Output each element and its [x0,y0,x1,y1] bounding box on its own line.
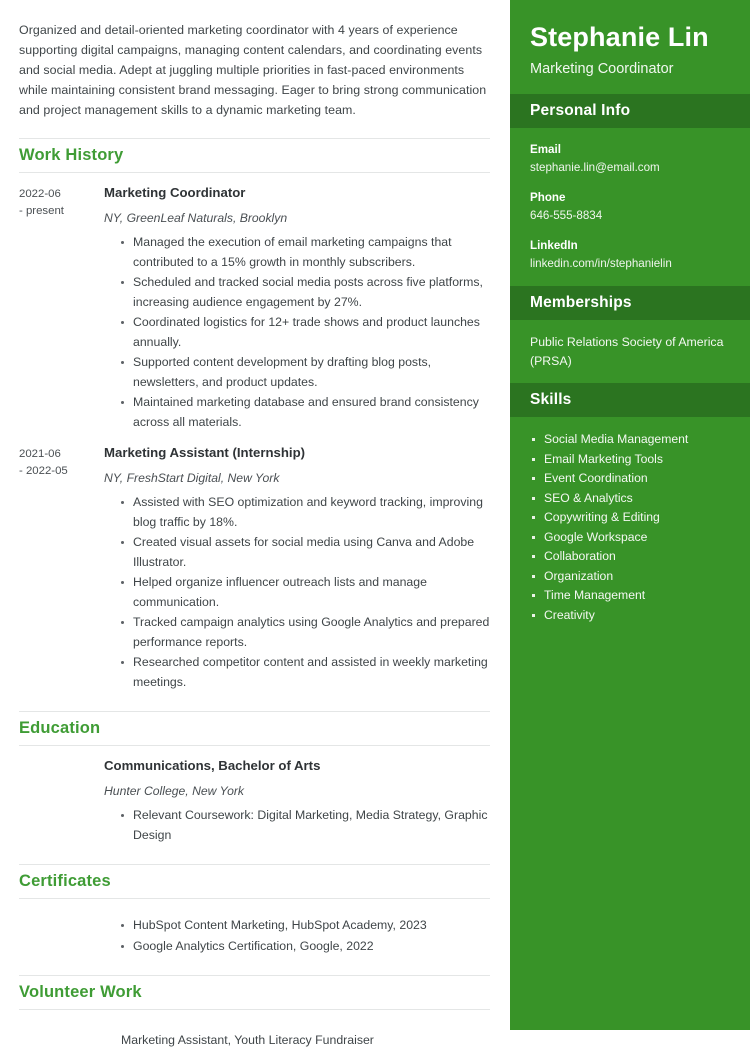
personal-info-block [510,128,750,286]
contact-value-email[interactable]: stephanie.lin@email.com [530,161,660,174]
list-item: Google Workspace [530,528,730,547]
skills-block [510,417,750,637]
work-entry-body [104,184,490,433]
list-item: HubSpot Content Marketing, HubSpot Academy, 2023 [121,916,490,936]
candidate-name: Stephanie Lin [530,22,709,52]
sidebar-title-skills: Skills [530,391,572,408]
sidebar-title-personal-info: Personal Info [530,102,631,119]
list-item: Helped organize influencer outreach lists and manage communication. [121,573,490,612]
list-item: SEO & Analytics [530,489,730,508]
skills-list [530,430,730,625]
list-item: Supported content development by drafting blog posts, newsletters, and product updates. [121,353,490,392]
work-entry-date-start: 2021-06 [19,448,61,460]
contact-item-linkedin [530,237,730,272]
list-item: Maintained marketing database and ensured brand consistency across all materials. [121,393,490,432]
work-entry-bullets [104,233,490,432]
contact-value-phone[interactable]: 646-555-8834 [530,209,603,222]
work-entry-date-start: 2022-06 [19,188,61,200]
section-title-education: Education [19,719,101,737]
professional-summary: Organized and detail-oriented marketing coordinator with 4 years of experience supporting digital campaigns, managing content calendars, and coordinating events and social media. Adept at juggling multiple priorities in fast-paced environments while maintaining consistent brand messaging. Eager to bring strong communication and project management skills to a dynamic marketing team. [19,23,487,117]
volunteer-spacer [19,1021,104,1023]
education-entry-body [104,757,490,846]
certificates-list [104,916,490,956]
list-item: Assisted with SEO optimization and keyword tracking, improving blog traffic by 18%. [121,493,490,532]
section-header-volunteer-work [19,975,490,1010]
list-item: Copywriting & Editing [530,508,730,527]
list-item: Coordinated logistics for 12+ trade shows and product launches annually. [121,313,490,352]
work-entry-company: NY, FreshStart Digital, New York [104,471,280,485]
section-certificates [19,864,490,957]
section-title-work-history: Work History [19,146,124,164]
certificates-spacer [19,910,104,912]
list-item: Time Management [530,586,730,605]
work-entry-company: NY, GreenLeaf Naturals, Brooklyn [104,211,288,225]
section-title-volunteer-work: Volunteer Work [19,983,142,1001]
work-entry-title: Marketing Coordinator [104,185,246,200]
list-item: Researched competitor content and assisted in weekly marketing meetings. [121,653,490,692]
memberships-block [510,320,750,383]
section-education [19,711,490,846]
education-entry-dates [19,757,104,759]
sidebar-header [510,0,750,94]
section-header-education [19,711,490,746]
certificates-entry [19,910,490,957]
list-item: Creativity [530,606,730,625]
volunteer-entry-text: Marketing Assistant, Youth Literacy Fundraiser [121,1033,374,1047]
work-entry [19,184,490,433]
work-entry-date-end: - present [19,205,64,217]
list-item: Tracked campaign analytics using Google Analytics and prepared performance reports. [121,613,490,652]
section-header-certificates [19,864,490,899]
list-item: Social Media Management [530,430,730,449]
contact-item-phone [530,189,730,224]
list-item: Managed the execution of email marketing campaigns that contributed to a 15% growth in monthly subscribers. [121,233,490,272]
list-item: Created visual assets for social media using Canva and Adobe Illustrator. [121,533,490,572]
sidebar-band-personal-info [510,94,750,128]
education-entry-school: Hunter College, New York [104,784,245,798]
contact-label: Email [530,143,561,156]
section-header-work-history [19,138,490,173]
work-entry-dates [19,444,104,480]
contact-value-linkedin[interactable]: linkedin.com/in/stephanielin [530,257,672,270]
section-title-certificates: Certificates [19,872,111,890]
list-item: Collaboration [530,547,730,566]
education-entry-bullets [104,806,490,845]
work-entry-body [104,444,490,693]
list-item: Email Marketing Tools [530,450,730,469]
list-item: Relevant Coursework: Digital Marketing, Media Strategy, Graphic Design [121,806,490,845]
list-item: Organization [530,567,730,586]
sidebar [510,0,750,1030]
contact-label: Phone [530,191,566,204]
work-entry-dates [19,184,104,220]
volunteer-entry [19,1021,490,1051]
list-item: Scheduled and tracked social media posts across five platforms, increasing audience engagement by 27%. [121,273,490,312]
contact-item-email [530,141,730,176]
certificates-body [104,910,490,957]
work-entry [19,444,490,693]
sidebar-band-memberships [510,286,750,320]
work-entry-title: Marketing Assistant (Internship) [104,445,306,460]
contact-label: LinkedIn [530,239,578,252]
sidebar-band-skills [510,383,750,417]
work-entry-bullets [104,493,490,692]
sidebar-title-memberships: Memberships [530,294,632,311]
section-volunteer-work [19,975,490,1051]
work-entry-date-end: - 2022-05 [19,465,68,477]
candidate-role: Marketing Coordinator [530,61,674,77]
list-item: Google Analytics Certification, Google, 2022 [121,937,490,957]
list-item: Event Coordination [530,469,730,488]
membership-item: Public Relations Society of America (PRSA) [530,335,724,368]
education-entry [19,757,490,846]
education-entry-degree: Communications, Bachelor of Arts [104,758,321,773]
section-work-history [19,138,490,693]
volunteer-body [104,1021,490,1051]
